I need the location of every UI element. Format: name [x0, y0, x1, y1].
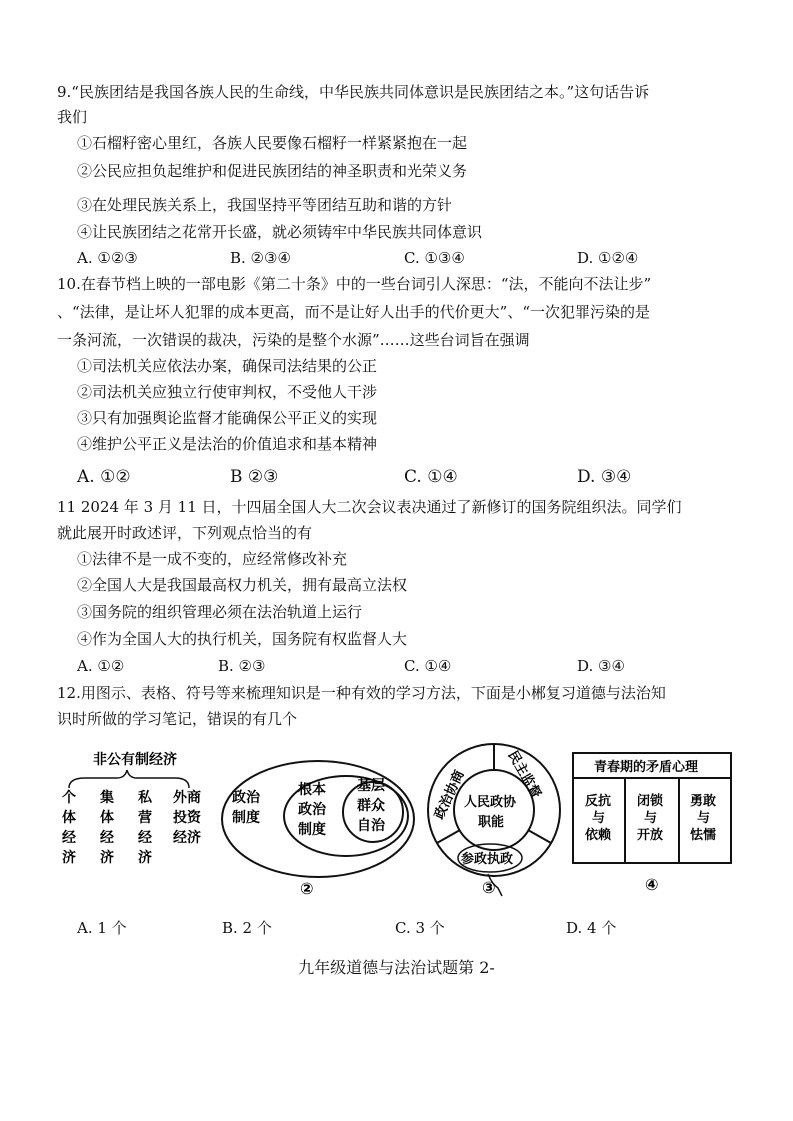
q9-stem-line1: 9.“民族团结是我国各族人民的生命线，中华民族共同体意识是民族团结之本。”这句话告诉	[57, 83, 650, 101]
q12-option-d[interactable]: D. 4 个	[566, 919, 617, 937]
q11-item-2: ②全国人大是我国最高权力机关，拥有最高立法权	[77, 576, 408, 594]
q11-item-3: ③国务院的组织管理必须在法治轨道上运行	[77, 603, 363, 621]
d2-inner-l1: 基层	[357, 778, 385, 794]
q11-option-c[interactable]: C. ①④	[404, 657, 452, 675]
d1-col2-c2: 体	[100, 810, 114, 826]
d3-divider-left	[437, 830, 460, 843]
q9-option-a[interactable]: A. ①②③	[77, 249, 138, 267]
q11-item-1: ①法律不是一成不变的，应经常修改补充	[77, 550, 348, 568]
d1-brace	[69, 770, 189, 788]
q10-item-2: ②司法机关应独立行使审判权，不受他人干涉	[77, 383, 378, 401]
d2-outer-l1: 政治	[232, 790, 260, 806]
q9-item-2: ②公民应担负起维护和促进民族团结的神圣职责和光荣义务	[77, 162, 468, 180]
d3-left-label: 政治协商	[432, 768, 468, 822]
d3-number: ③	[482, 878, 496, 897]
d4-col2-l3: 开放	[637, 828, 664, 843]
q10-stem-line1: 10.在春节档上映的一部电影《第二十条》中的一些台词引人深思：“法，不能向不法让步”	[57, 275, 652, 293]
d1-col4-c3: 经济	[173, 830, 201, 846]
d1-col1-c4: 济	[62, 850, 76, 866]
q10-item-1: ①司法机关应依法办案，确保司法结果的公正	[77, 357, 378, 375]
d4-col1-l3: 依赖	[585, 828, 612, 843]
q10-option-a[interactable]: A. ①②	[77, 467, 131, 487]
d3-bottom-label: 参政执政	[461, 852, 514, 867]
q9-item-1: ①石榴籽密心里红，各族人民要像石榴籽一样紧紧抱在一起	[77, 134, 468, 152]
d1-col3-c2: 营	[138, 810, 152, 826]
d2-mid-l3: 制度	[298, 822, 326, 838]
d4-number: ④	[645, 875, 659, 894]
page-footer: 九年级道德与法治试题第 2-	[298, 958, 495, 977]
d3-center-l2: 职能	[478, 815, 505, 830]
q11-option-d[interactable]: D. ③④	[577, 657, 625, 675]
diagram-non-public-economy	[55, 742, 215, 867]
d3-center-l1: 人民政协	[464, 795, 517, 810]
d4-col2-l2: 与	[644, 811, 658, 826]
q9-option-b[interactable]: B. ②③④	[230, 249, 291, 267]
q10-stem-line3: 一条河流，一次错误的裁决，污染的是整个水源”……这些台词旨在强调	[57, 331, 530, 349]
d4-col3-l2: 与	[697, 811, 711, 826]
q9-item-4: ④让民族团结之花常开长盛，就必须铸牢中华民族共同体意识	[77, 223, 483, 241]
q11-item-4: ④作为全国人大的执行机关，国务院有权监督人大	[77, 630, 408, 648]
q10-stem-line2: 、“法律，是让坏人犯罪的成本更高，而不是让好人出手的代价更大”、“一次犯罪污染的是	[57, 303, 651, 321]
d4-col3-l3: 怯懦	[690, 828, 717, 843]
q11-option-b[interactable]: B. ②③	[218, 657, 266, 675]
q12-stem-line1: 12.用图示、表格、符号等来梳理知识是一种有效的学习方法，下面是小郴复习道德与法治知	[57, 684, 666, 702]
d2-inner-l2: 群众	[357, 798, 385, 814]
d3-divider-right	[528, 830, 551, 843]
d1-col2-c3: 经	[100, 830, 114, 846]
q10-item-3: ③只有加强舆论监督才能确保公平正义的实现	[77, 409, 378, 427]
d1-col2-c1: 集	[100, 790, 114, 806]
d1-col3-c4: 济	[138, 850, 152, 866]
d1-col3-c3: 经	[138, 830, 152, 846]
q12-option-a[interactable]: A. 1 个	[77, 919, 127, 937]
q11-option-a[interactable]: A. ①②	[77, 657, 125, 675]
q10-option-d[interactable]: D. ③④	[577, 467, 632, 487]
d2-inner-l3: 自治	[357, 818, 385, 834]
d2-number: ②	[300, 879, 314, 898]
d1-col1-c1: 个	[62, 790, 76, 806]
d1-col4-c2: 投资	[173, 810, 201, 826]
d1-col2-c4: 济	[100, 850, 114, 866]
d1-title: 非公有制经济	[93, 752, 177, 768]
d1-col3-c1: 私	[138, 790, 152, 806]
q12-option-c[interactable]: C. 3 个	[395, 919, 445, 937]
q10-option-b[interactable]: B ②③	[230, 467, 279, 487]
d4-col1-l2: 与	[592, 811, 606, 826]
q9-item-3: ③在处理民族关系上，我国坚持平等团结互助和谐的方针	[77, 196, 453, 214]
d2-mid-l2: 政治	[298, 802, 326, 818]
diagram-political-system	[218, 752, 418, 902]
q9-option-c[interactable]: C. ①③④	[404, 249, 465, 267]
d4-col2-l1: 闭锁	[637, 794, 664, 809]
q9-option-d[interactable]: D. ①②④	[577, 249, 639, 267]
d1-col4-c1: 外商	[173, 790, 201, 806]
q9-stem-line2: 我们	[57, 108, 88, 126]
diagram-adolescent-psychology	[570, 750, 745, 900]
q12-option-b[interactable]: B. 2 个	[222, 919, 272, 937]
q11-stem-line1: 11 2024 年 3 月 11 日，十四届全国人大二次会议表决通过了新修订的国务院组织法。同学们	[57, 498, 682, 516]
d4-col3-l1: 勇敢	[690, 794, 717, 809]
diagram-cppcc	[422, 738, 572, 908]
d2-outer-l2: 制度	[232, 810, 260, 826]
q10-item-4: ④维护公平正义是法治的价值追求和基本精神	[77, 435, 378, 453]
d1-col1-c3: 经	[62, 830, 76, 846]
d2-mid-l1: 根本	[298, 782, 326, 798]
d4-col1-l1: 反抗	[585, 794, 612, 809]
d1-col1-c2: 体	[62, 810, 76, 826]
q10-option-c[interactable]: C. ①④	[404, 467, 458, 487]
q11-stem-line2: 就此展开时政述评，下列观点恰当的有	[57, 524, 313, 542]
d4-title: 青春期的矛盾心理	[594, 760, 699, 775]
q12-stem-line2: 识时所做的学习笔记，错误的有几个	[57, 710, 298, 728]
d3-right-label: 民主监督	[504, 748, 544, 802]
